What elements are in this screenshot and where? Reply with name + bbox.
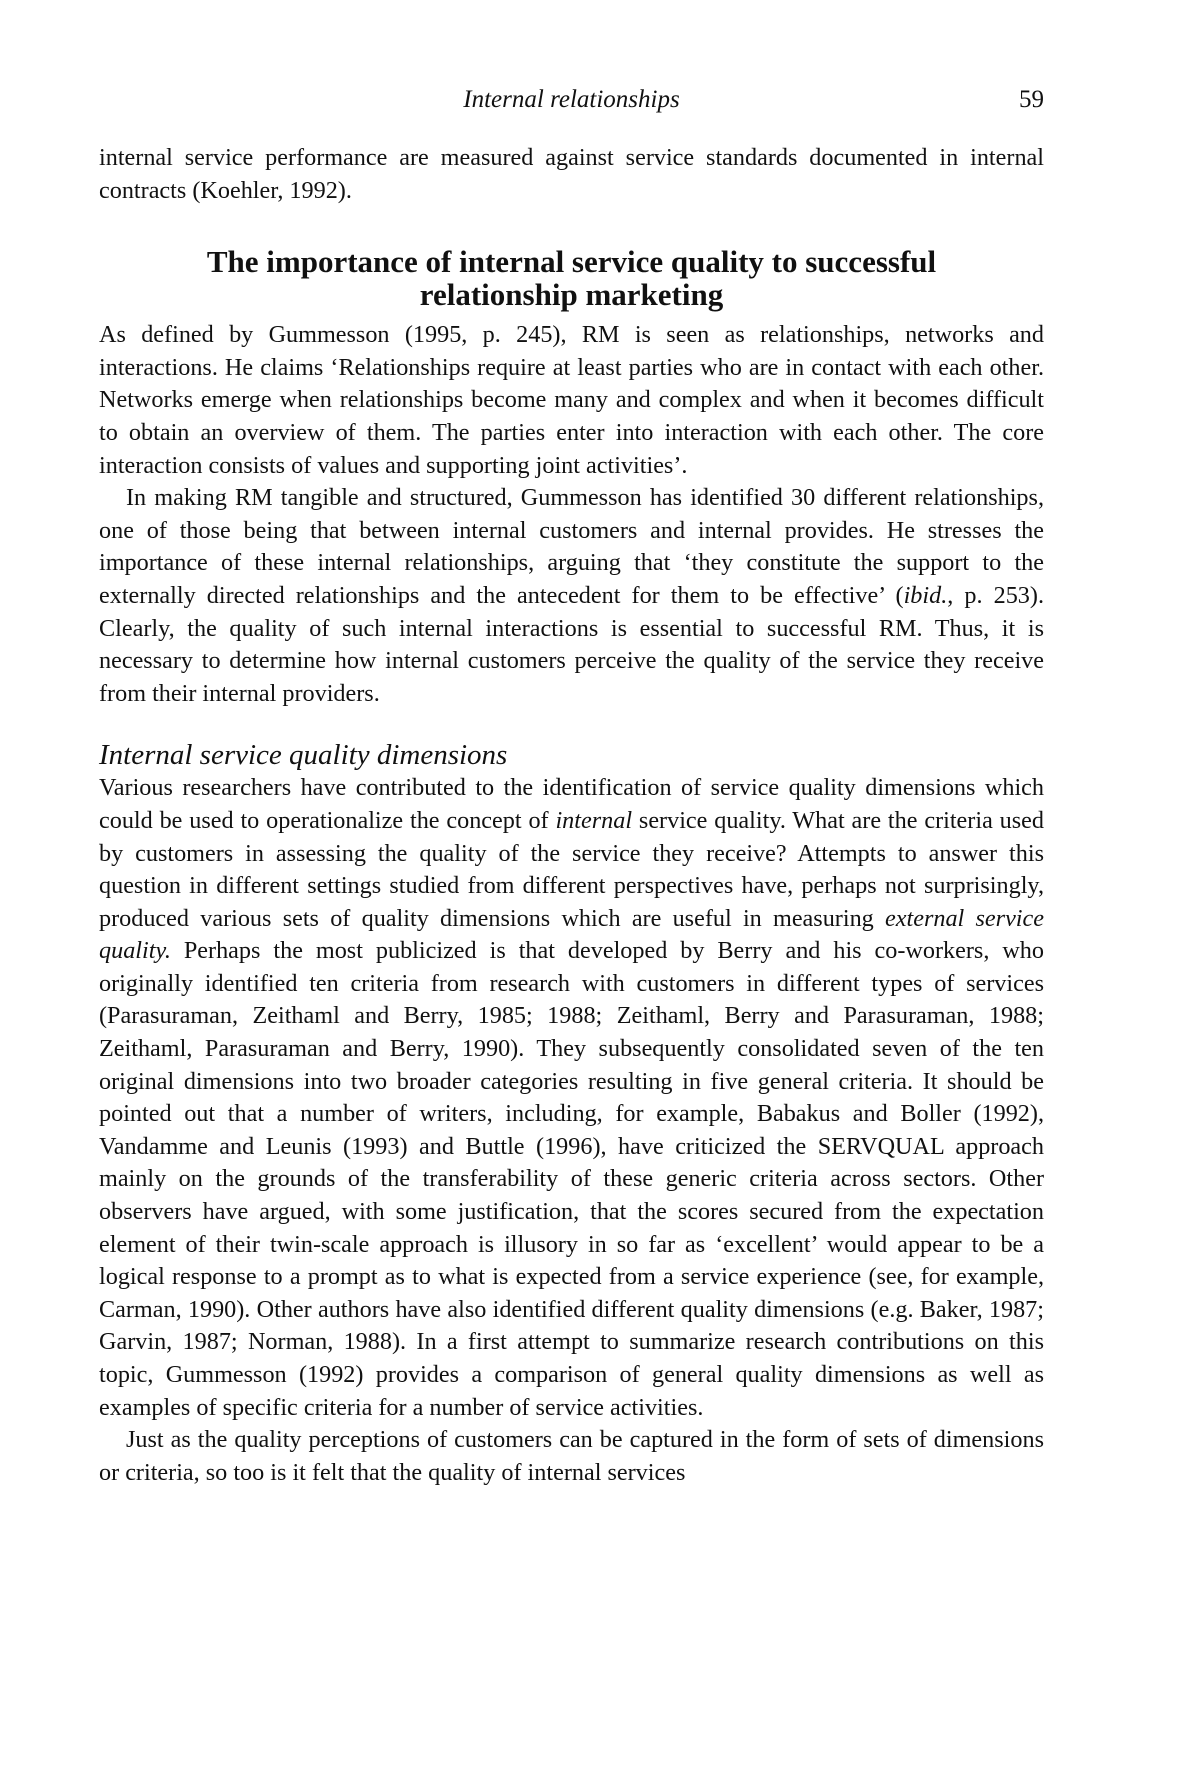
emphasis-internal: internal <box>555 806 633 834</box>
subsection-paragraph-1-text-c: Perhaps the most publicized is that developed by Berry and his co-workers, who originally identified ten criteria from research with customers in different types of services (Parasuraman, Zeithaml and Berry, 1985; 1988; Zeithaml, Berry and Parasuraman, 1988; Zeithaml, Parasuraman and Berry, 1990). They subsequently consolidated seven of the ten original dimensions into two broader categories resulting in five general criteria. It should be pointed out that a number of writers, including, for example, Babakus and Boller (1992), Vandamme and Leunis (1993) and Buttle (1996), have criticized the SERVQUAL approach mainly on the grounds of the transferability of these generic criteria across sectors. Other observers have argued, with some justification, that the scores secured from the expectation element of their twin-scale approach is illusory in so far as ‘excellent’ would appear to be a logical response to a prompt as to what is expected from a service experience (see, for example, Carman, 1990). Other authors have also identified different quality dimensions (e.g. Baker, 1987; Garvin, 1987; Norman, 1988). In a first attempt to summarize research contributions on this topic, Gummesson (1992) provides a comparison of general quality dimensions as well as examples of specific criteria for a number of service activities. <box>99 937 1044 1421</box>
running-head <box>99 86 1044 120</box>
body-text <box>99 142 1044 1489</box>
subsection-paragraph-1 <box>99 772 1044 1424</box>
subsection-paragraph-1-text-a: Various researchers have contributed to the identification of service quality dimensions which could be used to operationalize the concept of <box>99 774 1044 834</box>
section-heading-line-1: The importance of internal service quality to successful <box>206 244 937 280</box>
section-paragraph-2 <box>99 482 1044 710</box>
emphasis-external-service-quality: external service quality. <box>99 904 1044 965</box>
ibid-citation: ibid. <box>903 581 948 609</box>
subsection-heading: Internal service quality dimensions <box>99 739 508 772</box>
running-head-title: Internal relationships <box>463 86 680 113</box>
section-paragraph-2-text-b: , p. 253). Clearly, the quality of such internal interactions is essential to successful RM. Thus, it is necessary to determine how internal customers perceive the quality of the service they receive from their internal providers. <box>99 581 1044 707</box>
subsection-paragraph-1-text-b: service quality. What are the criteria used by customers in assessing the quality of the service they receive? Attempts to answer this question in different settings studied from different perspectives have, perhaps not surprisingly, produced various sets of quality dimensions which are useful in measuring <box>99 806 1044 932</box>
subsection-paragraph-2: Just as the quality perceptions of customers can be captured in the form of sets of dimensions or criteria, so too is it felt that the quality of internal services <box>99 1426 1044 1486</box>
page-number: 59 <box>1019 86 1044 113</box>
section-heading <box>99 245 1044 311</box>
continuation-paragraph: internal service performance are measured against service standards documented in internal contracts (Koehler, 1992). <box>99 144 1044 204</box>
section-paragraph-1: As defined by Gummesson (1995, p. 245), RM is seen as relationships, networks and interactions. He claims ‘Relationships require at least parties who are in contact with each other. Networks emerge when relationships become many and complex and when it becomes difficult to obtain an overview of them. The parties enter into interaction with each other. The core interaction consists of values and supporting joint activities’. <box>99 321 1044 479</box>
section-paragraph-2-text-a: In making RM tangible and structured, Gummesson has identified 30 different relationships, one of those being that between internal customers and internal provides. He stresses the importance of these internal relationships, arguing that ‘they constitute the support to the externally directed relationships and the antecedent for them to be effective’ ( <box>99 484 1044 609</box>
section-heading-line-2: relationship marketing <box>419 277 724 313</box>
